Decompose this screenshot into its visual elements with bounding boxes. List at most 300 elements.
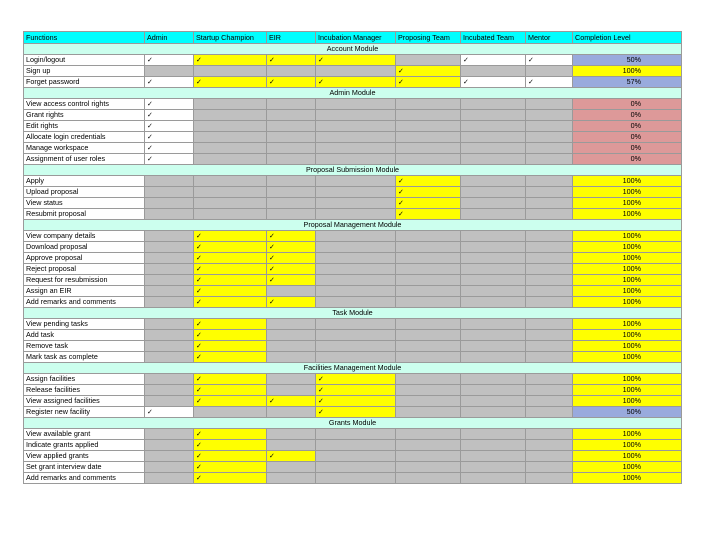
role-cell-admin — [145, 231, 194, 242]
header-completion-level: Completion Level — [573, 32, 682, 44]
role-cell-incubation-manager — [316, 319, 396, 330]
role-cell-eir — [267, 473, 316, 484]
role-cell-startup-champion: ✓ — [194, 297, 267, 308]
role-cell-admin — [145, 429, 194, 440]
section-title: Proposal Submission Module — [24, 165, 682, 176]
table-row — [24, 121, 682, 132]
role-cell-eir: ✓ — [267, 297, 316, 308]
role-cell-incubated-team — [461, 407, 526, 418]
role-cell-startup-champion — [194, 143, 267, 154]
role-cell-incubated-team — [461, 352, 526, 363]
role-cell-incubated-team — [461, 297, 526, 308]
role-cell-incubation-manager — [316, 187, 396, 198]
role-cell-admin: ✓ — [145, 407, 194, 418]
role-cell-incubated-team — [461, 275, 526, 286]
role-cell-proposing-team — [396, 330, 461, 341]
role-cell-eir — [267, 407, 316, 418]
role-cell-incubated-team — [461, 176, 526, 187]
role-cell-startup-champion: ✓ — [194, 55, 267, 66]
role-cell-incubated-team — [461, 473, 526, 484]
completion-level: 100% — [573, 242, 682, 253]
role-cell-incubated-team — [461, 374, 526, 385]
table-row — [24, 55, 682, 66]
completion-level: 0% — [573, 121, 682, 132]
role-cell-mentor — [526, 242, 573, 253]
role-cell-proposing-team: ✓ — [396, 176, 461, 187]
role-cell-startup-champion — [194, 110, 267, 121]
role-cell-incubated-team — [461, 242, 526, 253]
role-cell-eir: ✓ — [267, 264, 316, 275]
role-cell-incubation-manager — [316, 275, 396, 286]
role-cell-proposing-team — [396, 121, 461, 132]
role-cell-mentor — [526, 473, 573, 484]
role-cell-startup-champion: ✓ — [194, 231, 267, 242]
role-cell-incubated-team — [461, 385, 526, 396]
function-name: Add task — [24, 330, 145, 341]
role-cell-mentor — [526, 440, 573, 451]
role-cell-startup-champion: ✓ — [194, 473, 267, 484]
role-cell-mentor — [526, 385, 573, 396]
role-cell-incubated-team — [461, 66, 526, 77]
role-cell-admin — [145, 66, 194, 77]
role-cell-proposing-team — [396, 275, 461, 286]
role-cell-proposing-team: ✓ — [396, 187, 461, 198]
role-cell-mentor — [526, 209, 573, 220]
role-cell-incubation-manager — [316, 341, 396, 352]
role-cell-eir — [267, 209, 316, 220]
role-cell-eir — [267, 176, 316, 187]
role-cell-admin: ✓ — [145, 77, 194, 88]
role-cell-eir — [267, 319, 316, 330]
role-cell-startup-champion: ✓ — [194, 396, 267, 407]
completion-level: 100% — [573, 231, 682, 242]
role-cell-admin — [145, 396, 194, 407]
completion-level: 50% — [573, 55, 682, 66]
role-cell-admin: ✓ — [145, 132, 194, 143]
table-row — [24, 440, 682, 451]
role-cell-startup-champion: ✓ — [194, 242, 267, 253]
role-cell-startup-champion — [194, 154, 267, 165]
role-cell-startup-champion — [194, 132, 267, 143]
completion-level: 100% — [573, 330, 682, 341]
completion-level: 100% — [573, 462, 682, 473]
completion-level: 100% — [573, 253, 682, 264]
completion-level: 100% — [573, 451, 682, 462]
function-name: Release facilities — [24, 385, 145, 396]
role-cell-admin — [145, 440, 194, 451]
completion-level: 100% — [573, 187, 682, 198]
section-title: Admin Module — [24, 88, 682, 99]
role-cell-startup-champion — [194, 99, 267, 110]
role-cell-proposing-team — [396, 352, 461, 363]
header-admin: Admin — [145, 32, 194, 44]
completion-level: 100% — [573, 176, 682, 187]
completion-level: 100% — [573, 374, 682, 385]
completion-level: 100% — [573, 396, 682, 407]
role-cell-incubated-team — [461, 99, 526, 110]
table-row — [24, 264, 682, 275]
role-cell-startup-champion — [194, 209, 267, 220]
role-cell-mentor — [526, 66, 573, 77]
role-cell-admin: ✓ — [145, 143, 194, 154]
table-row — [24, 154, 682, 165]
function-name: Assign facilities — [24, 374, 145, 385]
section-account-module — [24, 44, 682, 55]
role-cell-startup-champion: ✓ — [194, 440, 267, 451]
role-cell-admin — [145, 462, 194, 473]
role-cell-proposing-team — [396, 462, 461, 473]
role-cell-incubation-manager — [316, 462, 396, 473]
role-cell-incubation-manager — [316, 330, 396, 341]
completion-level: 57% — [573, 77, 682, 88]
table-row — [24, 209, 682, 220]
role-cell-admin — [145, 352, 194, 363]
table-row — [24, 319, 682, 330]
role-cell-incubation-manager — [316, 110, 396, 121]
role-cell-incubated-team — [461, 231, 526, 242]
role-cell-incubated-team: ✓ — [461, 55, 526, 66]
completion-level: 0% — [573, 132, 682, 143]
role-cell-startup-champion — [194, 176, 267, 187]
role-cell-eir: ✓ — [267, 451, 316, 462]
function-name: View assigned facilities — [24, 396, 145, 407]
section-proposal-submission-module — [24, 165, 682, 176]
role-cell-proposing-team — [396, 154, 461, 165]
role-cell-proposing-team — [396, 132, 461, 143]
role-cell-proposing-team: ✓ — [396, 198, 461, 209]
role-cell-mentor — [526, 407, 573, 418]
role-cell-incubation-manager — [316, 198, 396, 209]
completion-level: 50% — [573, 407, 682, 418]
table-row — [24, 462, 682, 473]
role-cell-incubation-manager — [316, 473, 396, 484]
section-title: Account Module — [24, 44, 682, 55]
table-row — [24, 275, 682, 286]
role-cell-incubation-manager — [316, 176, 396, 187]
role-cell-eir — [267, 330, 316, 341]
header-startup-champion: Startup Champion — [194, 32, 267, 44]
role-cell-eir — [267, 187, 316, 198]
role-cell-admin — [145, 242, 194, 253]
role-cell-startup-champion: ✓ — [194, 462, 267, 473]
completion-level: 0% — [573, 154, 682, 165]
completion-level: 0% — [573, 99, 682, 110]
completion-level: 100% — [573, 275, 682, 286]
function-name: View pending tasks — [24, 319, 145, 330]
role-cell-incubation-manager: ✓ — [316, 407, 396, 418]
role-cell-startup-champion: ✓ — [194, 385, 267, 396]
role-cell-incubation-manager — [316, 451, 396, 462]
role-cell-startup-champion — [194, 198, 267, 209]
header-incubation-manager: Incubation Manager — [316, 32, 396, 44]
role-cell-mentor — [526, 253, 573, 264]
role-cell-mentor: ✓ — [526, 77, 573, 88]
role-cell-startup-champion: ✓ — [194, 77, 267, 88]
role-cell-admin — [145, 286, 194, 297]
role-cell-mentor — [526, 319, 573, 330]
role-cell-proposing-team — [396, 396, 461, 407]
section-task-module — [24, 308, 682, 319]
header-proposing-team: Proposing Team — [396, 32, 461, 44]
role-cell-incubated-team — [461, 451, 526, 462]
role-cell-eir — [267, 198, 316, 209]
role-cell-eir — [267, 110, 316, 121]
function-name: Reject proposal — [24, 264, 145, 275]
role-cell-eir: ✓ — [267, 396, 316, 407]
role-cell-admin — [145, 473, 194, 484]
table-row — [24, 77, 682, 88]
role-cell-mentor: ✓ — [526, 55, 573, 66]
role-cell-proposing-team — [396, 242, 461, 253]
role-cell-eir — [267, 121, 316, 132]
role-cell-incubation-manager — [316, 143, 396, 154]
completion-level: 100% — [573, 264, 682, 275]
role-cell-startup-champion: ✓ — [194, 319, 267, 330]
role-cell-proposing-team: ✓ — [396, 66, 461, 77]
table-row — [24, 187, 682, 198]
table-row — [24, 352, 682, 363]
role-cell-startup-champion — [194, 187, 267, 198]
role-cell-startup-champion — [194, 121, 267, 132]
role-cell-admin — [145, 187, 194, 198]
table-row — [24, 242, 682, 253]
function-name: Add remarks and comments — [24, 473, 145, 484]
role-cell-startup-champion: ✓ — [194, 341, 267, 352]
role-cell-eir: ✓ — [267, 275, 316, 286]
role-cell-eir — [267, 352, 316, 363]
section-facilities-management-module — [24, 363, 682, 374]
role-cell-incubation-manager — [316, 352, 396, 363]
role-cell-admin — [145, 297, 194, 308]
table-row — [24, 176, 682, 187]
role-cell-admin: ✓ — [145, 99, 194, 110]
role-cell-incubated-team — [461, 440, 526, 451]
completion-level: 100% — [573, 198, 682, 209]
table-row — [24, 429, 682, 440]
role-cell-incubated-team — [461, 286, 526, 297]
role-cell-startup-champion: ✓ — [194, 352, 267, 363]
completion-level: 100% — [573, 319, 682, 330]
role-cell-incubated-team — [461, 121, 526, 132]
role-cell-incubated-team — [461, 198, 526, 209]
function-name: Forget password — [24, 77, 145, 88]
role-cell-proposing-team — [396, 286, 461, 297]
table-row — [24, 110, 682, 121]
table-row — [24, 143, 682, 154]
role-cell-eir — [267, 440, 316, 451]
role-cell-mentor — [526, 198, 573, 209]
function-name: Register new facility — [24, 407, 145, 418]
role-cell-incubated-team: ✓ — [461, 77, 526, 88]
role-cell-incubation-manager — [316, 286, 396, 297]
function-name: Approve proposal — [24, 253, 145, 264]
role-cell-eir: ✓ — [267, 231, 316, 242]
role-cell-incubation-manager — [316, 429, 396, 440]
function-name: Manage workspace — [24, 143, 145, 154]
role-cell-mentor — [526, 154, 573, 165]
role-cell-eir — [267, 341, 316, 352]
role-cell-admin — [145, 264, 194, 275]
role-cell-eir — [267, 66, 316, 77]
role-cell-incubation-manager: ✓ — [316, 385, 396, 396]
section-title: Task Module — [24, 308, 682, 319]
role-cell-incubated-team — [461, 110, 526, 121]
role-cell-incubation-manager — [316, 297, 396, 308]
role-cell-eir: ✓ — [267, 77, 316, 88]
role-cell-proposing-team — [396, 451, 461, 462]
table-row — [24, 385, 682, 396]
role-cell-incubated-team — [461, 462, 526, 473]
function-name: Request for resubmission — [24, 275, 145, 286]
function-name: Upload proposal — [24, 187, 145, 198]
role-cell-mentor — [526, 99, 573, 110]
role-cell-incubation-manager — [316, 253, 396, 264]
role-cell-mentor — [526, 143, 573, 154]
role-cell-proposing-team — [396, 110, 461, 121]
role-cell-admin — [145, 374, 194, 385]
role-cell-startup-champion — [194, 407, 267, 418]
function-name: Set grant interview date — [24, 462, 145, 473]
completion-level: 100% — [573, 286, 682, 297]
role-cell-startup-champion: ✓ — [194, 451, 267, 462]
completion-level: 100% — [573, 429, 682, 440]
role-cell-admin — [145, 319, 194, 330]
table-row — [24, 99, 682, 110]
function-name: Assignment of user roles — [24, 154, 145, 165]
role-cell-incubated-team — [461, 132, 526, 143]
role-cell-proposing-team — [396, 264, 461, 275]
header-functions: Functions — [24, 32, 145, 44]
role-cell-eir — [267, 374, 316, 385]
role-cell-admin: ✓ — [145, 154, 194, 165]
role-cell-incubation-manager — [316, 440, 396, 451]
role-cell-eir — [267, 429, 316, 440]
matrix-body — [24, 32, 682, 484]
role-cell-proposing-team: ✓ — [396, 77, 461, 88]
role-cell-eir — [267, 132, 316, 143]
role-cell-eir — [267, 462, 316, 473]
role-cell-eir — [267, 385, 316, 396]
section-title: Grants Module — [24, 418, 682, 429]
table-row — [24, 341, 682, 352]
role-cell-incubated-team — [461, 429, 526, 440]
role-cell-proposing-team — [396, 231, 461, 242]
role-cell-mentor — [526, 374, 573, 385]
completion-level: 100% — [573, 352, 682, 363]
role-cell-proposing-team — [396, 385, 461, 396]
function-name: View applied grants — [24, 451, 145, 462]
table-row — [24, 253, 682, 264]
role-cell-admin — [145, 341, 194, 352]
section-title: Proposal Management Module — [24, 220, 682, 231]
table-row — [24, 132, 682, 143]
function-name: Indicate grants applied — [24, 440, 145, 451]
role-cell-incubated-team — [461, 396, 526, 407]
role-cell-mentor — [526, 286, 573, 297]
role-cell-proposing-team — [396, 407, 461, 418]
function-name: Resubmit proposal — [24, 209, 145, 220]
role-cell-mentor — [526, 330, 573, 341]
function-name: Allocate login credentials — [24, 132, 145, 143]
role-cell-startup-champion: ✓ — [194, 253, 267, 264]
role-cell-admin: ✓ — [145, 121, 194, 132]
role-cell-incubation-manager — [316, 209, 396, 220]
role-cell-incubation-manager — [316, 66, 396, 77]
function-name: Edit rights — [24, 121, 145, 132]
role-cell-incubation-manager — [316, 242, 396, 253]
role-cell-admin: ✓ — [145, 110, 194, 121]
function-name: Login/logout — [24, 55, 145, 66]
role-cell-incubation-manager — [316, 99, 396, 110]
completion-level: 0% — [573, 110, 682, 121]
function-name: View available grant — [24, 429, 145, 440]
function-name: Mark task as complete — [24, 352, 145, 363]
completion-level: 100% — [573, 297, 682, 308]
role-cell-admin — [145, 275, 194, 286]
role-cell-mentor — [526, 110, 573, 121]
header-mentor: Mentor — [526, 32, 573, 44]
section-grants-module — [24, 418, 682, 429]
role-cell-incubated-team — [461, 341, 526, 352]
function-name: Assign an EIR — [24, 286, 145, 297]
completion-matrix — [23, 31, 682, 484]
role-cell-proposing-team — [396, 143, 461, 154]
role-cell-eir: ✓ — [267, 55, 316, 66]
role-cell-startup-champion: ✓ — [194, 429, 267, 440]
role-cell-incubated-team — [461, 330, 526, 341]
role-cell-incubated-team — [461, 187, 526, 198]
table-row — [24, 297, 682, 308]
role-cell-eir: ✓ — [267, 242, 316, 253]
role-cell-incubation-manager: ✓ — [316, 396, 396, 407]
role-cell-incubation-manager: ✓ — [316, 77, 396, 88]
role-cell-incubated-team — [461, 209, 526, 220]
completion-level: 0% — [573, 143, 682, 154]
role-cell-proposing-team — [396, 55, 461, 66]
role-cell-mentor — [526, 429, 573, 440]
section-admin-module — [24, 88, 682, 99]
role-cell-proposing-team — [396, 341, 461, 352]
role-cell-admin — [145, 330, 194, 341]
role-cell-startup-champion: ✓ — [194, 330, 267, 341]
role-cell-incubated-team — [461, 253, 526, 264]
role-cell-startup-champion: ✓ — [194, 374, 267, 385]
function-name: View company details — [24, 231, 145, 242]
role-cell-incubated-team — [461, 143, 526, 154]
role-cell-mentor — [526, 396, 573, 407]
function-name: Sign up — [24, 66, 145, 77]
table-row — [24, 451, 682, 462]
role-cell-incubation-manager — [316, 121, 396, 132]
role-cell-mentor — [526, 297, 573, 308]
role-cell-startup-champion — [194, 66, 267, 77]
role-cell-incubation-manager — [316, 231, 396, 242]
table-row — [24, 286, 682, 297]
role-cell-mentor — [526, 187, 573, 198]
function-name: View access control rights — [24, 99, 145, 110]
function-name: Remove task — [24, 341, 145, 352]
role-cell-admin: ✓ — [145, 55, 194, 66]
table-row — [24, 330, 682, 341]
role-cell-mentor — [526, 132, 573, 143]
header-eir: EIR — [267, 32, 316, 44]
role-cell-incubated-team — [461, 154, 526, 165]
table-row — [24, 473, 682, 484]
role-cell-admin — [145, 176, 194, 187]
role-cell-startup-champion: ✓ — [194, 275, 267, 286]
role-cell-incubation-manager — [316, 154, 396, 165]
completion-level: 100% — [573, 341, 682, 352]
